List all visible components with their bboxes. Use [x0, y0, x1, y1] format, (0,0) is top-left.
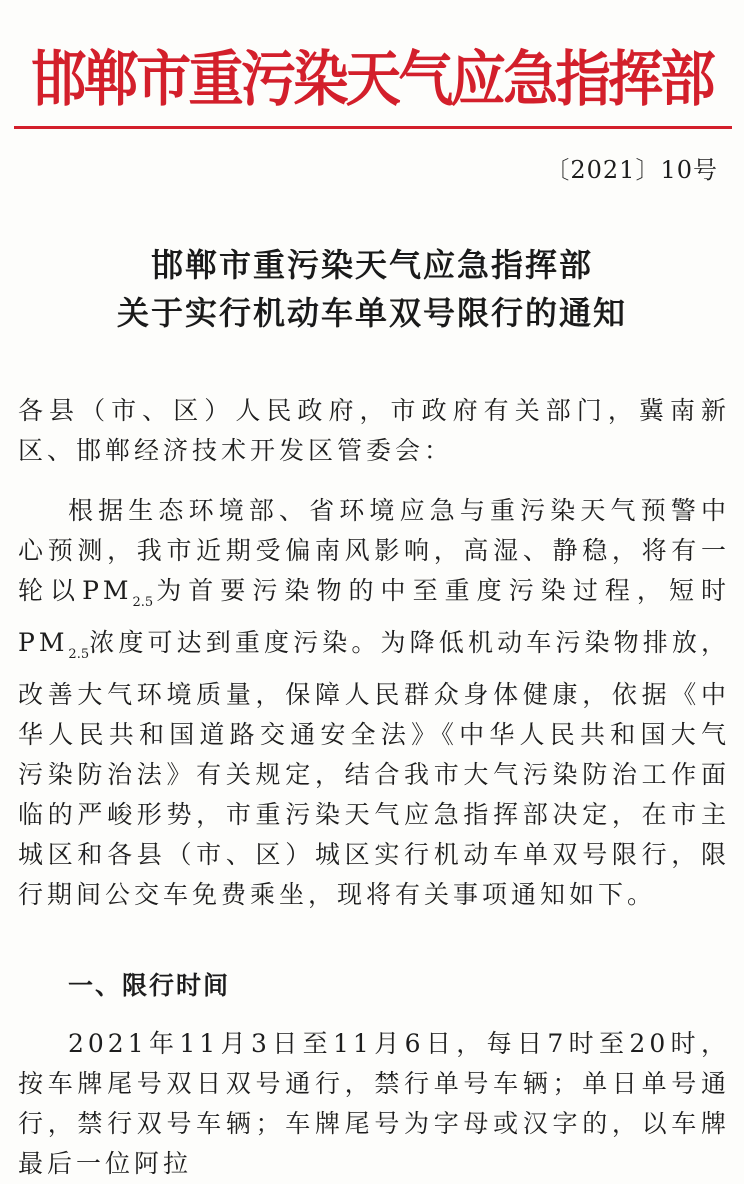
document-number: 〔2021〕10号 — [545, 156, 718, 184]
addressee-paragraph: 各县（市、区）人民政府，市政府有关部门，冀南新区、邯郸经济技术开发区管委会： — [18, 396, 730, 465]
para1-text-part2: 为首要污染物的中至重度污染过程，短时PM — [18, 576, 730, 657]
pm-subscript-1: 2.5 — [132, 595, 154, 610]
body-paragraph-2: 2021年11月3日至11月6日，每日7时至20时，按车牌尾号双日双号通行，禁行单号车辆；单日单号通行，禁行双号车辆；车牌尾号为字母或汉字的，以车牌最后一位阿拉 — [18, 1029, 730, 1178]
body-paragraph-1 — [18, 491, 730, 915]
notice-title-line1: 邯郸市重污染天气应急指挥部 — [150, 246, 593, 284]
pm-subscript-2: 2.5 — [68, 647, 90, 662]
notice-title-line2: 关于实行机动车单双号限行的通知 — [116, 294, 627, 332]
red-divider-line — [14, 126, 732, 129]
para1-text-part1: 根据生态环境部、省环境应急与重污染天气预警中心预测，我市近期受偏南风影响，高湿、静稳，将有一轮以PM — [18, 496, 730, 605]
para1-text-part3: 浓度可达到重度污染。为降低机动车污染物排放，改善大气环境质量，保障人民群众身体健康，依据《中华人民共和国道路交通安全法》《中华人民共和国大气污染防治法》有关规定，结合我市大气污染防治工作面临的严峻形势，市重污染天气应急指挥部决定，在市主城区和各县（市、区）城区实行机动车单双号限行，限行期间公交车免费乘坐，现将有关事项通知如下。 — [18, 628, 730, 909]
masthead-title: 邯郸市重污染天气应急指挥部 — [31, 45, 713, 115]
section-heading-restriction-time: 一、限行时间 — [68, 971, 231, 1000]
